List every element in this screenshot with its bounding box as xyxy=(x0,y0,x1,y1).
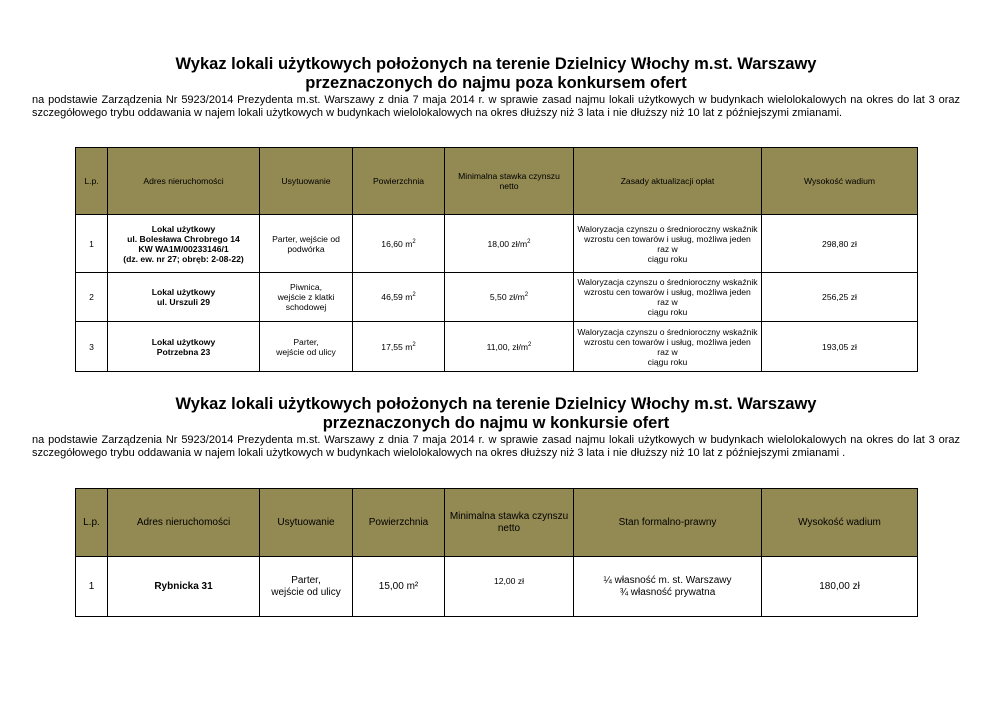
cell-rules xyxy=(574,322,762,372)
cell-wadium: 180,00 zł xyxy=(762,557,918,617)
cell-rules xyxy=(574,273,762,322)
section-competitive xyxy=(32,395,960,459)
section1-title-line1: Wykaz lokali użytkowych położonych na terenie Dzielnicy Włochy m.st. Warszawy xyxy=(175,55,817,73)
location-line: Parter, xyxy=(291,574,321,586)
rate-unit-exponent: 2 xyxy=(528,341,532,348)
table-row xyxy=(76,215,918,273)
rules-line: wzrostu cen towarów i usług, możliwa jeden raz w xyxy=(584,287,751,307)
address-line: ul. Urszuli 29 xyxy=(156,297,210,307)
rate-value: 11,00, zł/m xyxy=(486,341,529,352)
rules-line: Waloryzacja czynszu o średnioroczny wskaźnik xyxy=(577,277,758,287)
table-row xyxy=(76,273,918,322)
cell-area xyxy=(353,322,445,372)
address-line: KW WA1M/00233146/1 xyxy=(138,243,229,254)
header-area: Powierzchnia xyxy=(353,489,445,557)
cell-location xyxy=(260,322,353,372)
cell-rate xyxy=(445,322,574,372)
header-rules: Zasady aktualizacji opłat xyxy=(574,148,762,215)
header-area: Powierzchnia xyxy=(353,148,445,215)
cell-rate: 12,00 zł xyxy=(445,557,574,617)
cell-address xyxy=(108,322,260,372)
rules-line: ciągu roku xyxy=(647,356,688,367)
rate-unit-exponent: 2 xyxy=(524,292,529,299)
table-competitive xyxy=(75,488,918,617)
area-unit-exponent: 2 xyxy=(412,292,416,299)
cell-location xyxy=(260,273,353,322)
table-header-row xyxy=(76,148,918,215)
cell-area xyxy=(353,273,445,322)
table-row xyxy=(76,322,918,372)
address-line: Rybnicka 31 xyxy=(154,580,213,592)
rate-value: 5,50 zł/m xyxy=(489,292,525,302)
cell-lp: 1 xyxy=(76,557,108,617)
address-line: Lokal użytkowy xyxy=(151,287,216,297)
area-unit-exponent: 2 xyxy=(412,341,416,348)
section2-intro: na podstawie Zarządzenia Nr 5923/2014 Prezydenta m.st. Warszawy z dnia 7 maja 2014 r. w sprawie zasad najmu lokali użytkowych w budynkach wielolokalowych na okres do lat 3 oraz szczegółowego trybu oddawania w najem lokali użytkowych w budynkach wielolokalowych na okres dłuższy niż 3 lata i nie dłuższy niż 10 lat z późniejszymi zmianami . xyxy=(32,434,960,459)
table-non-competitive xyxy=(75,147,918,372)
location-line: Piwnica, xyxy=(290,282,322,292)
table-header-row xyxy=(76,489,918,557)
location-line: schodowej xyxy=(285,302,327,312)
address-line: Lokal użytkowy xyxy=(151,223,216,234)
address-line: ul. Bolesława Chrobrego 14 xyxy=(127,233,240,244)
section-non-competitive xyxy=(32,55,960,119)
rules-line: wzrostu cen towarów i usług, możliwa jeden raz w xyxy=(584,233,751,254)
section1-title-line2: przeznaczonych do najmu poza konkursem ofert xyxy=(305,74,687,92)
rules-line: Waloryzacja czynszu o średnioroczny wskaźnik xyxy=(577,223,758,234)
area-unit-exponent: 2 xyxy=(412,238,416,245)
cell-area: 15,00 m² xyxy=(353,557,445,617)
header-location: Usytuowanie xyxy=(260,148,353,215)
cell-lp: 3 xyxy=(76,322,108,372)
cell-wadium: 256,25 zł xyxy=(762,273,918,322)
rate-value: 18,00 zł/m xyxy=(487,238,528,249)
header-lp: L.p. xyxy=(76,489,108,557)
cell-rate xyxy=(445,215,574,273)
cell-address xyxy=(108,557,260,617)
rules-line: Waloryzacja czynszu o średnioroczny wskaźnik xyxy=(577,326,758,337)
location-line: Parter, wejście od xyxy=(272,233,340,244)
section2-title-line1: Wykaz lokali użytkowych położonych na terenie Dzielnicy Włochy m.st. Warszawy xyxy=(175,395,817,413)
header-rate: Minimalna stawka czynszu netto xyxy=(445,489,574,557)
section1-intro: na podstawie Zarządzenia Nr 5923/2014 Prezydenta m.st. Warszawy z dnia 7 maja 2014 r. w sprawie zasad najmu lokali użytkowych w budynkach wielolokalowych na okres do lat 3 oraz szczegółowego trybu oddawania w najem lokali użytkowych w budynkach wielolokalowych na okres dłuższy niż 3 lata i nie dłuższy niż 10 lat z późniejszymi zmianami. xyxy=(32,94,960,119)
cell-address xyxy=(108,215,260,273)
cell-location xyxy=(260,215,353,273)
rules-line: wzrostu cen towarów i usług, możliwa jeden raz w xyxy=(584,336,751,357)
address-line: (dz. ew. nr 27; obręb: 2-08-22) xyxy=(123,253,244,264)
header-address: Adres nieruchomości xyxy=(108,489,260,557)
address-line: Potrzebna 23 xyxy=(156,346,211,357)
header-rate: Minimalna stawka czynszu netto xyxy=(445,148,574,215)
table-row xyxy=(76,557,918,617)
header-location: Usytuowanie xyxy=(260,489,353,557)
header-lp: L.p. xyxy=(76,148,108,215)
cell-address xyxy=(108,273,260,322)
cell-area xyxy=(353,215,445,273)
location-line: wejście z klatki xyxy=(277,292,335,302)
area-value: 17,55 m xyxy=(381,341,413,352)
area-value: 46,59 m xyxy=(381,292,413,302)
cell-legal-status xyxy=(574,557,762,617)
cell-lp: 2 xyxy=(76,273,108,322)
cell-lp: 1 xyxy=(76,215,108,273)
rules-line: ciągu roku xyxy=(647,253,688,264)
cell-location xyxy=(260,557,353,617)
location-line: podwórka xyxy=(287,243,325,254)
legal-line: ¾ własność prywatna xyxy=(619,586,716,598)
rate-unit-exponent: 2 xyxy=(527,238,531,245)
location-line: wejście od ulicy xyxy=(271,586,341,598)
address-line: Lokal użytkowy xyxy=(151,336,216,347)
location-line: wejście od ulicy xyxy=(276,346,336,357)
header-wadium: Wysokość wadium xyxy=(762,489,918,557)
rules-line: ciągu roku xyxy=(647,307,688,317)
location-line: Parter, xyxy=(293,336,319,347)
cell-wadium: 298,80 zł xyxy=(762,215,918,273)
header-address: Adres nieruchomości xyxy=(108,148,260,215)
header-wadium: Wysokość wadium xyxy=(762,148,918,215)
legal-line: ¼ własność m. st. Warszawy xyxy=(603,574,732,586)
section2-title-line2: przeznaczonych do najmu w konkursie ofert xyxy=(322,414,670,432)
area-value: 16,60 m xyxy=(381,238,413,249)
cell-wadium: 193,05 zł xyxy=(762,322,918,372)
cell-rate xyxy=(445,273,574,322)
cell-rules xyxy=(574,215,762,273)
header-legal-status: Stan formalno-prawny xyxy=(574,489,762,557)
